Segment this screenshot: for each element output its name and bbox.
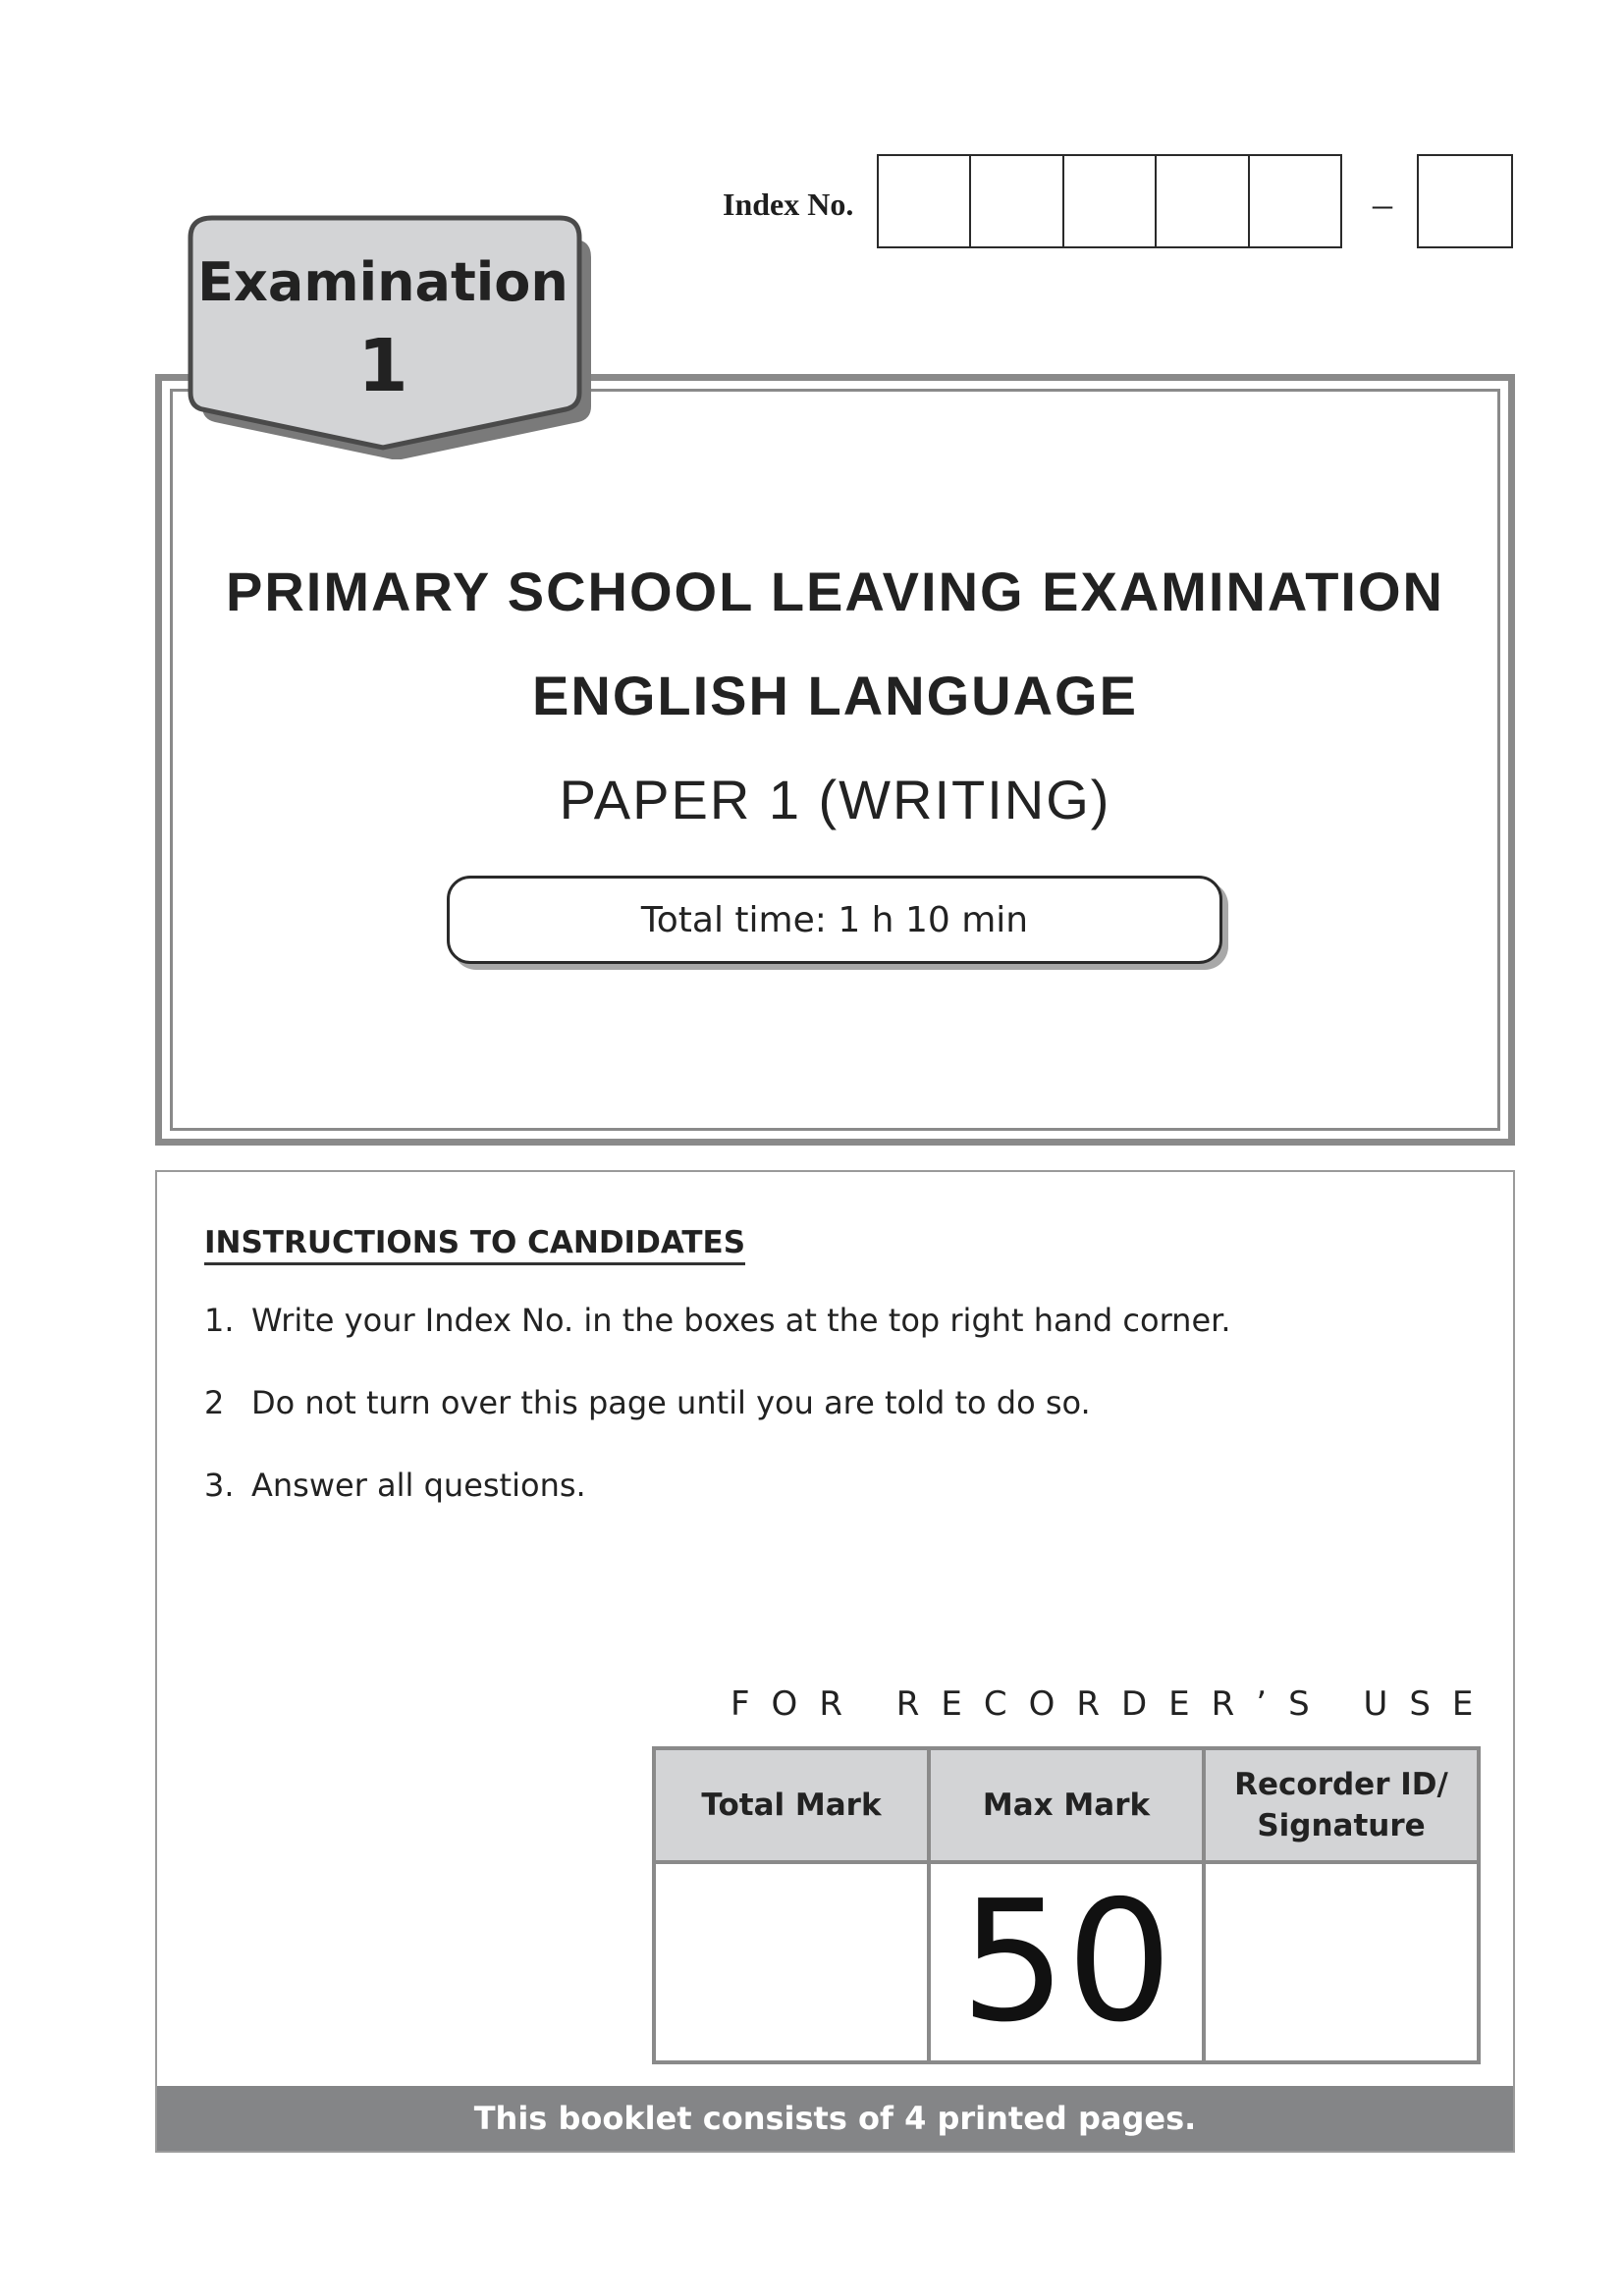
subject-title: ENGLISH LANGUAGE	[532, 665, 1138, 726]
index-check-box[interactable]	[1417, 154, 1513, 248]
recorder-id-header-line1: Recorder ID/	[1234, 1767, 1448, 1802]
instruction-text: Do not turn over this page until you are told to do so.	[251, 1384, 1091, 1421]
instruction-item	[204, 1467, 586, 1504]
recorder-table-value-row	[654, 1862, 1479, 2062]
paper-title: PAPER 1 (WRITING)	[559, 769, 1111, 830]
title-frame	[155, 374, 1515, 1146]
recorder-id-header-line2: Signature	[1257, 1808, 1426, 1843]
index-digit-box-2[interactable]	[971, 156, 1063, 246]
max-mark-header: Max Mark	[929, 1748, 1204, 1862]
max-mark-value: 50	[959, 1865, 1173, 2059]
index-digit-box-5[interactable]	[1250, 156, 1340, 246]
instructions-heading: INSTRUCTIONS TO CANDIDATES	[204, 1225, 745, 1265]
examination-tab	[187, 214, 599, 459]
max-mark-cell	[929, 1862, 1204, 2062]
recorder-table-header-row	[654, 1748, 1479, 1862]
title-frame-inner-border	[170, 389, 1500, 1131]
recorder-table	[652, 1746, 1481, 2064]
index-no-boxes[interactable]	[877, 154, 1342, 248]
instruction-number: 3.	[204, 1467, 235, 1504]
index-separator: –	[1373, 182, 1392, 226]
total-time-badge: Total time: 1 h 10 min	[447, 876, 1222, 964]
instruction-item	[204, 1302, 1231, 1339]
recorder-id-header	[1204, 1748, 1479, 1862]
recorders-use-heading: FOR RECORDER’S USE	[731, 1684, 1495, 1724]
recorder-id-cell[interactable]	[1204, 1862, 1479, 2062]
examination-number: 1	[357, 324, 408, 408]
total-mark-cell[interactable]	[654, 1862, 929, 2062]
index-digit-box-1[interactable]	[879, 156, 971, 246]
instructions-frame	[155, 1170, 1515, 2153]
instruction-text: Write your Index No. in the boxes at the top right hand corner.	[251, 1302, 1231, 1339]
instruction-text: Answer all questions.	[251, 1467, 586, 1504]
page-count-footer: This booklet consists of 4 printed pages.	[157, 2086, 1513, 2151]
index-digit-box-4[interactable]	[1157, 156, 1249, 246]
exam-title: PRIMARY SCHOOL LEAVING EXAMINATION	[226, 561, 1444, 622]
index-no-label: Index No.	[723, 187, 854, 222]
examination-label: Examination	[197, 251, 568, 313]
total-mark-header: Total Mark	[654, 1748, 929, 1862]
instruction-number: 1.	[204, 1302, 235, 1339]
instruction-number: 2	[204, 1384, 225, 1421]
instruction-item	[204, 1384, 1091, 1421]
index-digit-box-3[interactable]	[1064, 156, 1157, 246]
